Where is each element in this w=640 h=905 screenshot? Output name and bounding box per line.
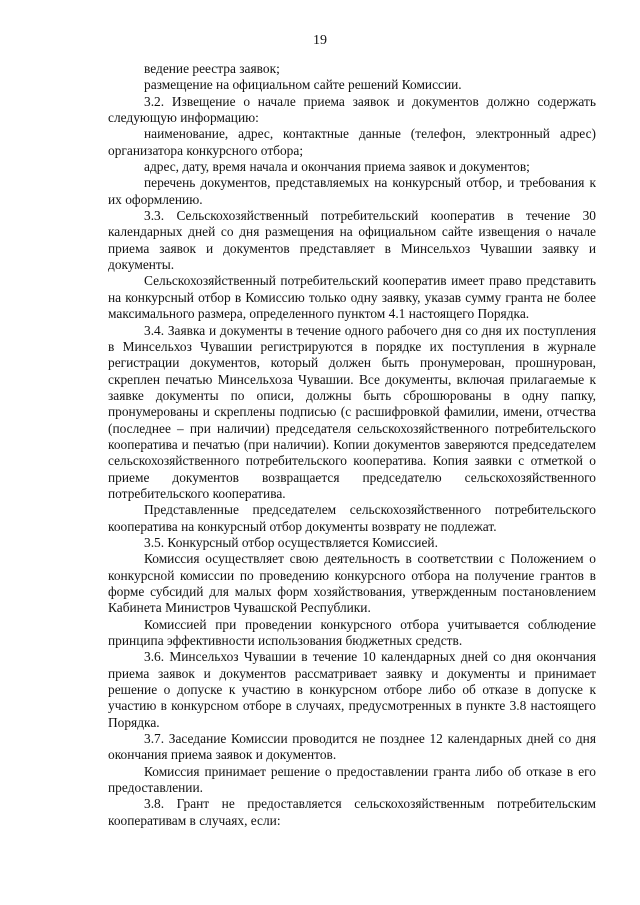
paragraph: адрес, дату, время начала и окончания приема заявок и документов;	[144, 159, 530, 175]
paragraph: 3.3. Сельскохозяйственный потребительский кооператив в течение 30 календарных дней со дня размещения на официальном сайте извещения о начале приема заявок и документов представляет в Минсельхоз Чувашии заявку и документы.	[108, 208, 596, 273]
paragraph: 3.7. Заседание Комиссии проводится не позднее 12 календарных дней со дня окончания приема заявок и документов.	[108, 731, 596, 763]
paragraph: Комиссия принимает решение о предоставлении гранта либо об отказе в его предоставлении.	[108, 763, 596, 796]
paragraph: 3.4. Заявка и документы в течение одного рабочего дня со дня их поступления в Минсельхоз Чувашии регистрируются в порядке их поступления в журнале регистрации документов, который должен быть пронумерован, прошнурован, скреплен печатью Минсельхоза Чувашии. Все документы, включая прилагаемые к заявке документы по описи, должны быть сброшюрованы в одну папку, пронумерованы и скреплены подписью (с расшифровкой фамилии, имени, отчества (последнее – при наличии) председателя сельскохозяйственного потребительского кооператива и печатью (при наличии). Копии документов заверяются председателем сельскохозяйственного потребительского кооператива. Копия заявки с отметкой о приеме документов возвращается председателю сельскохозяйственного потребительского кооператива.	[108, 322, 596, 501]
paragraph: Сельскохозяйственный потребительский кооператив имеет право представить на конкурсный отбор в Комиссию только одну заявку, указав сумму гранта не более максимального размера, определенного пунктом 4.1 настоящего Порядка.	[108, 273, 596, 322]
paragraph: Представленные председателем сельскохозяйственного потребительского кооператива на конкурсный отбор документы возврату не подлежат.	[108, 502, 596, 534]
paragraph: Комиссией при проведении конкурсного отбора учитывается соблюдение принципа эффективности использования бюджетных средств.	[108, 616, 596, 649]
page-number: 19	[313, 33, 327, 48]
paragraph: размещение на официальном сайте решений Комиссии.	[144, 77, 462, 93]
document-body	[108, 61, 596, 829]
paragraph: 3.2. Извещение о начале приема заявок и документов должно содержать следующую информацию:	[108, 93, 596, 126]
paragraph: Комиссия осуществляет свою деятельность в соответствии с Положением о конкурсной комиссии по проведению конкурсного отбора на получение грантов в форме субсидий для малых форм хозяйствования, утвержденным постановлением Кабинета Министров Чувашской Республики.	[108, 551, 596, 616]
paragraph: 3.8. Грант не предоставляется сельскохозяйственным потребительским кооперативам в случаях, если:	[108, 796, 596, 828]
paragraph: ведение реестра заявок;	[144, 61, 280, 76]
paragraph: наименование, адрес, контактные данные (телефон, электронный адрес) организатора конкурсного отбора;	[108, 126, 596, 158]
paragraph: 3.6. Минсельхоз Чувашии в течение 10 календарных дней со дня окончания приема заявок и документов рассматривает заявку и документы и принимает решение о допуске к участию в конкурсном отборе либо об отказе в допуске к участию в конкурсном отборе в случаях, предусмотренных в пункте 3.8 настоящего Порядка.	[108, 649, 596, 730]
paragraph: перечень документов, представляемых на конкурсный отбор, и требования к их оформлению.	[108, 175, 596, 207]
paragraph: 3.5. Конкурсный отбор осуществляется Комиссией.	[144, 534, 438, 550]
